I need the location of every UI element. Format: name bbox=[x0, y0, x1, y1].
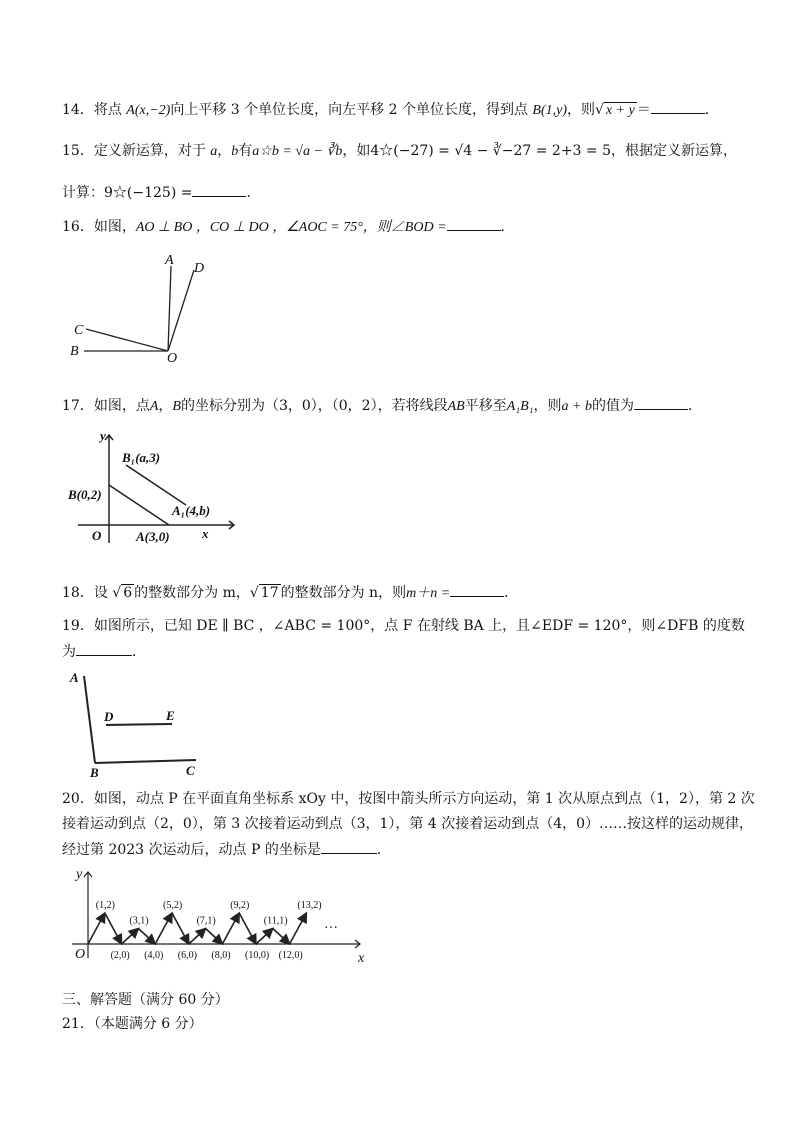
top-point-label: (11,1) bbox=[263, 915, 288, 927]
label-a: A(3,0) bbox=[136, 529, 170, 544]
q18-number: 18． bbox=[62, 585, 94, 601]
move-segment bbox=[105, 913, 122, 944]
move-segment bbox=[138, 929, 155, 945]
q18-end: ． bbox=[504, 585, 519, 601]
section-3-text: 三、解答题（满分 60 分） bbox=[62, 992, 229, 1008]
question-16 bbox=[62, 216, 515, 238]
label-a1: A₁(4,b) bbox=[172, 503, 211, 518]
q17-seg: AB bbox=[447, 399, 465, 414]
q17-text4: ，则 bbox=[533, 398, 562, 414]
q15-sep: ， bbox=[217, 143, 232, 159]
top-point-label: (13,2) bbox=[297, 900, 322, 911]
q15-end: ． bbox=[246, 185, 261, 201]
q15-text: 定义新运算，对于 bbox=[93, 143, 206, 159]
top-point-label: (9,2) bbox=[230, 900, 250, 911]
question-15-line1 bbox=[62, 141, 737, 162]
q14-answer-blank[interactable] bbox=[651, 99, 705, 114]
label-e: E bbox=[166, 708, 175, 723]
top-point-label: (7,1) bbox=[196, 915, 216, 927]
move-segment bbox=[155, 913, 172, 944]
bottom-point-label: (6,0) bbox=[177, 950, 197, 961]
move-segment bbox=[290, 913, 307, 944]
q14-expr: x + y bbox=[605, 103, 635, 118]
q18-text2: 的整数部分为 m， bbox=[134, 585, 250, 601]
q19-text2: 为 bbox=[62, 644, 76, 660]
q18-expr: m＋n = bbox=[406, 586, 451, 601]
q14-point-b: B(1,y) bbox=[532, 103, 567, 118]
move-segment bbox=[88, 913, 105, 944]
question-21 bbox=[62, 1014, 203, 1034]
q19-end: ． bbox=[132, 644, 146, 660]
bottom-point-label: (8,0) bbox=[211, 950, 231, 961]
q17-b: B bbox=[172, 399, 181, 414]
q15-tail: ，根据定义新运算， bbox=[611, 143, 737, 159]
section-3-title bbox=[62, 990, 229, 1010]
question-14: 14．将点 A(x,−2)向上平移 3 个单位长度，向左平移 2 个单位长度，得到点 B(1,y)，则√ x + y ＝ ． bbox=[62, 99, 719, 121]
bottom-point-label: (2,0) bbox=[110, 950, 130, 961]
move-segment bbox=[189, 929, 206, 945]
move-segment bbox=[222, 913, 239, 944]
q17-text3: 平移至 bbox=[464, 398, 507, 414]
q16-end: ． bbox=[500, 219, 515, 235]
move-segment bbox=[273, 929, 290, 945]
label-b: B bbox=[90, 765, 99, 780]
q19-number: 19． bbox=[62, 618, 94, 634]
q18-answer-blank[interactable] bbox=[450, 582, 504, 597]
q17-sep: ， bbox=[158, 398, 173, 414]
label-o: O bbox=[92, 528, 102, 543]
line-bc bbox=[95, 760, 196, 763]
q15-has: 有 bbox=[238, 143, 253, 159]
move-segment bbox=[172, 913, 189, 944]
label-y: y bbox=[100, 428, 106, 443]
q20-end: ． bbox=[376, 842, 391, 858]
move-segment bbox=[239, 913, 256, 944]
q15-answer-blank[interactable] bbox=[192, 182, 246, 197]
top-point-label: (3,1) bbox=[129, 915, 149, 927]
q15-number: 15． bbox=[62, 143, 94, 159]
q18-text3: 的整数部分为 n，则 bbox=[280, 585, 407, 601]
q20-text1: 如图，动点 P 在平面直角坐标系 xOy 中，按图中箭头所示方向运动，第 1 次从原点到点（1，2），第 2 次 bbox=[93, 791, 755, 807]
q16-answer-blank[interactable] bbox=[447, 216, 501, 231]
q19-answer-blank[interactable] bbox=[76, 641, 132, 656]
top-point-label: (1,2) bbox=[95, 900, 115, 911]
q20-answer-blank[interactable] bbox=[321, 839, 377, 854]
q14-eq: ＝ bbox=[636, 102, 651, 118]
q17-seg2: A₁B₁ bbox=[506, 399, 534, 414]
label-y: y bbox=[76, 867, 83, 882]
q15-example-prefix: ，如 bbox=[342, 143, 371, 159]
move-segment bbox=[256, 929, 273, 945]
q15-calc: 9☆(−125) = bbox=[104, 185, 193, 201]
q16-figure bbox=[60, 248, 220, 368]
q17-end: ． bbox=[688, 398, 702, 414]
q17-text2: 的坐标分别为（3，0），（0，2），若将线段 bbox=[180, 398, 448, 414]
ray-ba bbox=[84, 676, 95, 763]
question-20-line2 bbox=[62, 814, 753, 834]
q17-figure bbox=[62, 425, 242, 550]
label-b: B(0,2) bbox=[68, 487, 102, 502]
q14-point-a: A(x,−2) bbox=[126, 103, 171, 118]
q16-condition: AO ⊥ BO ，CO ⊥ DO ，∠AOC = 75°，则∠BOD = bbox=[135, 220, 447, 235]
q20-text2: 接着运动到点（2，0），第 3 次接着运动到点（3，1），第 4 次接着运动到点（4，0）……按这样的运动规律， bbox=[62, 816, 754, 832]
q17-text: 如图，点 bbox=[93, 398, 150, 414]
label-d: D bbox=[194, 261, 205, 276]
ray-od bbox=[168, 270, 194, 351]
q20-figure bbox=[62, 866, 372, 966]
label-x: x bbox=[358, 951, 365, 966]
label-c: C bbox=[186, 763, 195, 778]
question-17 bbox=[62, 395, 702, 417]
q17-number: 17． bbox=[62, 398, 94, 414]
q16-text: 如图， bbox=[93, 219, 136, 235]
segment-ab bbox=[109, 485, 169, 525]
top-point-label: (5,2) bbox=[163, 900, 183, 911]
q18-text: 设 bbox=[93, 585, 108, 601]
question-19-line2 bbox=[62, 641, 146, 662]
label-dots: … bbox=[324, 917, 338, 932]
q14-text-a: 将点 bbox=[93, 102, 122, 118]
move-segment bbox=[206, 929, 223, 945]
q20-number: 20． bbox=[62, 791, 94, 807]
bottom-point-label: (4,0) bbox=[144, 950, 164, 961]
label-b1: B₁(a,3) bbox=[122, 450, 161, 465]
label-o: O bbox=[75, 947, 86, 962]
q17-text5: 的值为 bbox=[592, 398, 634, 414]
ray-oc bbox=[86, 329, 168, 351]
label-a: A bbox=[165, 253, 174, 268]
label-c: C bbox=[74, 323, 84, 338]
question-20-line3 bbox=[62, 839, 391, 860]
segment-a1b1 bbox=[126, 465, 186, 505]
label-x: x bbox=[202, 526, 209, 541]
ray-oa bbox=[168, 266, 171, 351]
q14-end: ． bbox=[704, 102, 719, 118]
question-19-line1 bbox=[62, 616, 745, 636]
q15-var-a: a bbox=[210, 144, 218, 159]
q17-a: A bbox=[149, 399, 159, 414]
label-d: D bbox=[104, 709, 114, 724]
q15-var-b: b bbox=[231, 144, 239, 159]
q20-text3: 经过第 2023 次运动后，动点 P 的坐标是 bbox=[62, 842, 321, 858]
q21-text: 21．（本题满分 6 分） bbox=[62, 1016, 203, 1032]
question-18: 18．设 √ 6 的整数部分为 m，√ 17 的整数部分为 n，则m＋n = ． bbox=[62, 582, 518, 604]
label-o: O bbox=[167, 351, 178, 366]
q19-text: 如图所示，已知 DE ∥ BC ，∠ABC = 100°，点 F 在射线 BA 上，且∠EDF = 120°，则∠DFB 的度数 bbox=[93, 618, 745, 634]
q15-calc-label: 计算： bbox=[62, 185, 104, 201]
q18-radicand-2: 17 bbox=[260, 585, 279, 601]
q19-figure bbox=[62, 668, 212, 780]
question-20-line1 bbox=[62, 789, 755, 809]
q14-number: 14． bbox=[62, 102, 94, 118]
q15-example: 4☆(−27) = √4 − ∛−27 = 2+3 = 5 bbox=[370, 143, 611, 159]
question-15-line2 bbox=[62, 182, 260, 203]
q15-definition: a☆b = √a − ∛b bbox=[252, 144, 343, 159]
label-b: B bbox=[70, 344, 79, 359]
bottom-point-label: (12,0) bbox=[278, 950, 303, 961]
q14-text-c: ，则 bbox=[567, 102, 595, 118]
q16-number: 16． bbox=[62, 219, 94, 235]
bottom-point-label: (10,0) bbox=[245, 950, 270, 961]
move-segment bbox=[122, 929, 139, 945]
q17-answer-blank[interactable] bbox=[634, 395, 688, 410]
q14-text-b: 向上平移 3 个单位长度，向左平移 2 个单位长度，得到点 bbox=[170, 102, 528, 118]
q17-expr: a + b bbox=[561, 399, 592, 414]
line-de bbox=[106, 724, 172, 725]
label-a: A bbox=[70, 670, 79, 685]
q18-radicand-1: 6 bbox=[123, 585, 133, 601]
